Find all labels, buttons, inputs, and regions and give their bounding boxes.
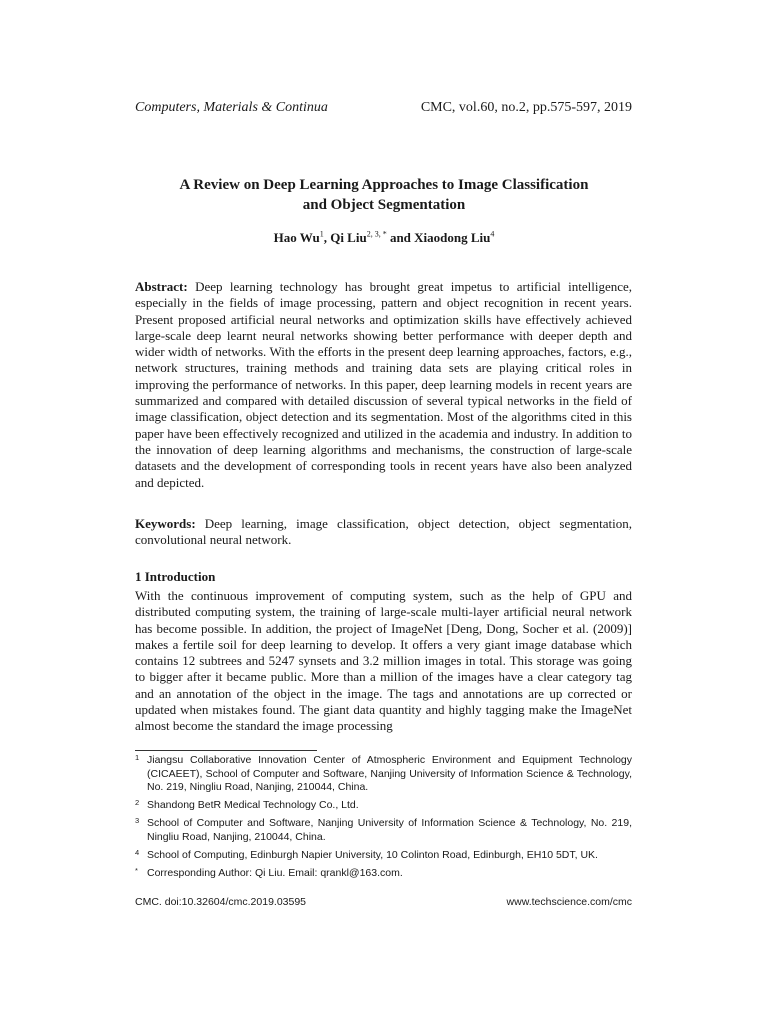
journal-citation: CMC, vol.60, no.2, pp.575-597, 2019 — [420, 100, 632, 115]
footnote-text: Jiangsu Collaborative Innovation Center of Atmospheric Environment and Equipment Technology (CICAEET), School of Computer and Software, Nanjing University of Information Science & Technology, No. 219, Ningliu Road, Nanjing, 210044, China. — [147, 754, 632, 794]
abstract-label: Abstract: — [135, 279, 188, 294]
author-separator: , — [323, 230, 331, 245]
journal-name: Computers, Materials & Continua — [135, 100, 328, 115]
page-footer — [135, 895, 632, 909]
footnote-divider — [135, 750, 317, 751]
footnote-mark: 3 — [135, 816, 140, 826]
footnote-text: School of Computer and Software, Nanjing University of Information Science & Technology, No. 219, Ningliu Road, Nanjing, 210044, China. — [147, 817, 632, 843]
author-separator: and — [386, 230, 415, 245]
title-line-2: and Object Segmentation — [302, 197, 466, 213]
author-list — [120, 229, 648, 247]
footnote-text: Corresponding Author: Qi Liu. Email: qrankl@163.com. — [147, 867, 403, 880]
footnote — [135, 817, 632, 844]
introduction-text: With the continuous improvement of computing system, such as the help of GPU and distributed computing system, the training of large-scale multi-layer artificial neural network has become possible. In addition, the project of ImageNet [Deng, Dong, Socher et al. (2009)] makes a fertile soil for deep learning to develop. It offers a very giant image database which contains 12 subtrees and 5247 synsets and 3.2 million images in total. This storage was going to bigger after it became public. More than a million of the images have a clear category tag and an annotation of the object in the image. The tags and annotations are up corrected or updated when mistakes found. The giant data quantity and highly tagging make the ImageNet almost become the standard the image processing — [135, 588, 632, 734]
author-1-name: Hao Wu — [273, 230, 320, 245]
footnote — [135, 867, 632, 881]
footnote — [135, 799, 632, 813]
footnote-text: School of Computing, Edinburgh Napier University, 10 Colinton Road, Edinburgh, EH10 5DT, UK. — [147, 849, 598, 862]
footnote — [135, 754, 632, 795]
paper-title — [120, 175, 648, 215]
footnotes — [135, 754, 632, 885]
title-line-1: A Review on Deep Learning Approaches to Image Classification — [179, 177, 589, 193]
author-2-name: Qi Liu — [330, 230, 367, 245]
keywords-label: Keywords: — [135, 516, 196, 531]
footnote-mark: 4 — [135, 848, 140, 858]
section-heading-introduction: 1 Introduction — [135, 569, 216, 584]
author-3-name: Xiaodong Liu — [414, 230, 491, 245]
abstract — [135, 279, 632, 491]
keywords — [135, 516, 632, 549]
keywords-text: Deep learning, image classification, object detection, object segmentation, convolutional neural network. — [135, 516, 632, 548]
footnote-mark: * — [135, 866, 138, 876]
author-1-affiliation: 1 — [319, 229, 324, 239]
journal-url: www.techscience.com/cmc — [506, 896, 632, 908]
author-3-affiliation: 4 — [490, 229, 495, 239]
footnote-text: Shandong BetR Medical Technology Co., Ltd. — [147, 799, 359, 812]
footnote-mark: 1 — [135, 753, 140, 762]
footnote-mark: 2 — [135, 798, 140, 808]
abstract-text: Deep learning technology has brought great impetus to artificial intelligence, especially in the fields of image processing, pattern and object recognition in recent years. Present proposed artificial neural networks and optimization skills have effectively achieved large-scale deep learnt neural networks showing better performance with deeper depth and wider width of networks. With the efforts in the present deep learning approaches, factors, e.g., network structures, training methods and training data sets are playing critical roles in improving the performance of networks. In this paper, deep learning models in recent years are summarized and compared with detailed discussion of several typical networks in the field of image classification, object detection and its segmentation. Most of the algorithms cited in this paper have been effectively recognized and utilized in the academia and industry. In addition to the innovation of deep learning algorithms and mechanisms, the construction of large-scale datasets and the development of corresponding tools in recent years have also been analyzed and depicted. — [135, 279, 632, 490]
author-2-affiliation: 2, 3, * — [366, 229, 387, 239]
footnote — [135, 849, 632, 863]
doi: CMC. doi:10.32604/cmc.2019.03595 — [135, 896, 307, 908]
running-head — [135, 99, 632, 117]
